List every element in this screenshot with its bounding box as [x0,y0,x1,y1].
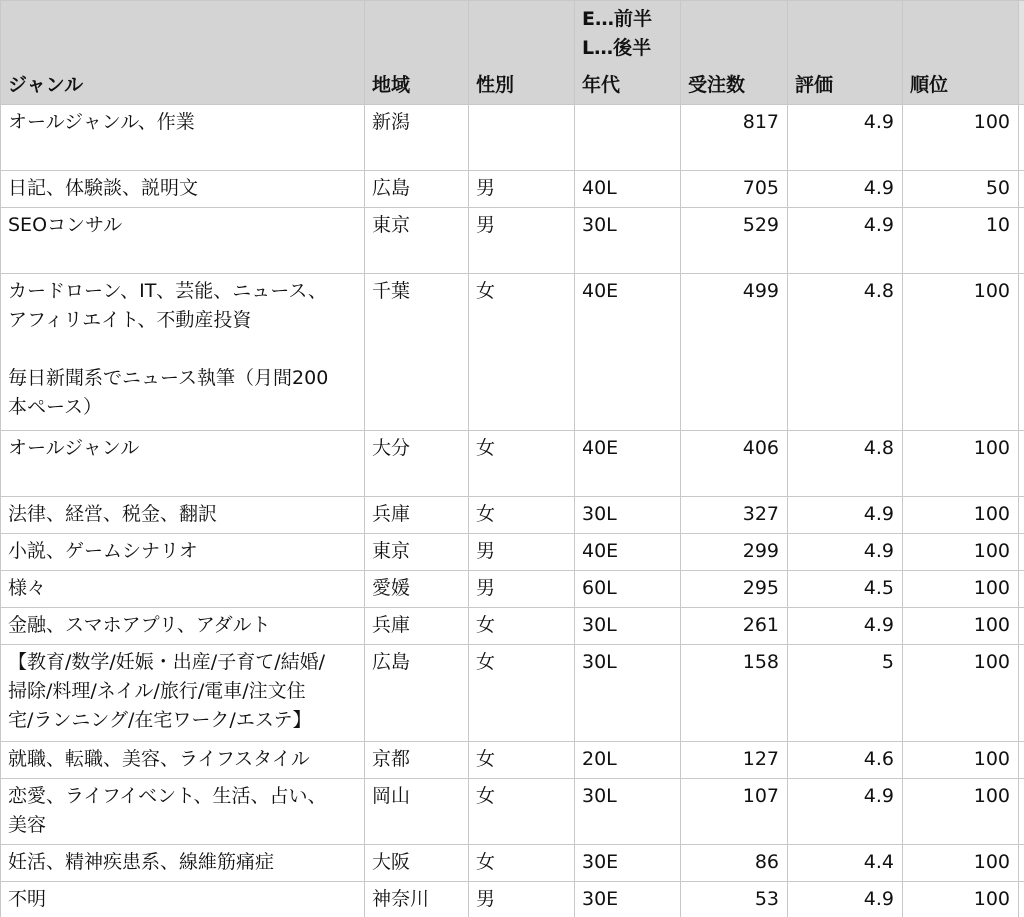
header-rating[interactable]: 評価 [788,1,903,105]
cell-rank[interactable]: 100 [903,497,1019,534]
cell-genre[interactable]: 【教育/数学/妊娠・出産/子育て/結婚/ 掃除/料理/ネイル/旅行/電車/注文住 宅/ランニング/在宅ワーク/エステ】 [1,645,365,742]
cell-region[interactable]: 大阪 [365,845,469,882]
cell-gender[interactable]: 男 [469,882,575,917]
cell-rating[interactable]: 4.9 [788,105,903,171]
cell-region[interactable]: 広島 [365,645,469,742]
cell-age[interactable] [575,105,681,171]
cell-orders[interactable]: 107 [681,779,788,845]
header-orders[interactable]: 受注数 [681,1,788,105]
cell-gender[interactable] [469,105,575,171]
table-row [1,742,1024,779]
cell-gender[interactable]: 男 [469,208,575,274]
table-row [1,274,1024,431]
table-row [1,208,1024,274]
cell-rating[interactable]: 5 [788,645,903,742]
cell-age[interactable]: 30L [575,779,681,845]
header-rank[interactable]: 順位 [903,1,1019,105]
header-region[interactable]: 地域 [365,1,469,105]
header-age-note-early: E…前半 [582,8,652,30]
cell-age[interactable]: 30E [575,845,681,882]
cell-region[interactable]: 東京 [365,208,469,274]
cell-extra[interactable] [1019,497,1024,534]
cell-age[interactable]: 40E [575,431,681,497]
cell-age[interactable]: 40L [575,171,681,208]
cell-region[interactable]: 京都 [365,742,469,779]
cell-orders[interactable]: 158 [681,645,788,742]
cell-extra[interactable] [1019,845,1024,882]
header-age-note-late: L…後半 [582,37,652,59]
cell-rank[interactable]: 100 [903,274,1019,431]
cell-extra[interactable] [1019,534,1024,571]
cell-extra[interactable] [1019,882,1024,917]
cell-orders[interactable]: 705 [681,171,788,208]
cell-rating[interactable]: 4.9 [788,171,903,208]
cell-extra[interactable] [1019,171,1024,208]
cell-rating[interactable]: 4.8 [788,274,903,431]
cell-extra[interactable] [1019,779,1024,845]
cell-rating[interactable]: 4.6 [788,742,903,779]
cell-gender[interactable]: 男 [469,171,575,208]
cell-gender[interactable]: 女 [469,645,575,742]
cell-orders[interactable]: 327 [681,497,788,534]
cell-rank[interactable]: 100 [903,431,1019,497]
cell-orders[interactable]: 499 [681,274,788,431]
header-age-label: 年代 [582,74,621,96]
cell-genre[interactable]: オールジャンル、作業 [1,105,365,171]
table-row [1,608,1024,645]
cell-age[interactable]: 60L [575,571,681,608]
cell-region[interactable]: 広島 [365,171,469,208]
header-extra-column[interactable] [1019,1,1024,105]
cell-age[interactable]: 40E [575,534,681,571]
cell-rank[interactable]: 100 [903,571,1019,608]
cell-rank[interactable]: 100 [903,645,1019,742]
cell-orders[interactable]: 295 [681,571,788,608]
table-row [1,845,1024,882]
cell-genre[interactable]: カードローン、IT、芸能、ニュース、 アフィリエイト、不動産投資 毎日新聞系でニュース執筆（月間200 本ペース） [1,274,365,431]
cell-extra[interactable] [1019,105,1024,171]
cell-rating[interactable]: 4.9 [788,534,903,571]
cell-rank[interactable]: 100 [903,742,1019,779]
cell-genre[interactable]: 日記、体験談、説明文 [1,171,365,208]
cell-extra[interactable] [1019,571,1024,608]
cell-genre[interactable]: 妊活、精神疾患系、線維筋痛症 [1,845,365,882]
cell-genre[interactable]: 小説、ゲームシナリオ [1,534,365,571]
cell-genre[interactable]: 就職、転職、美容、ライフスタイル [1,742,365,779]
header-genre[interactable]: ジャンル [1,1,365,105]
cell-gender[interactable]: 女 [469,497,575,534]
cell-gender[interactable]: 女 [469,779,575,845]
cell-region[interactable]: 兵庫 [365,497,469,534]
cell-gender[interactable]: 女 [469,431,575,497]
cell-extra[interactable] [1019,208,1024,274]
cell-age[interactable]: 30L [575,208,681,274]
cell-genre[interactable]: 様々 [1,571,365,608]
cell-rank[interactable]: 100 [903,882,1019,917]
cell-rank[interactable]: 10 [903,208,1019,274]
cell-orders[interactable]: 261 [681,608,788,645]
cell-region[interactable]: 愛媛 [365,571,469,608]
cell-age[interactable]: 30L [575,645,681,742]
cell-region[interactable]: 岡山 [365,779,469,845]
header-gender[interactable]: 性別 [469,1,575,105]
cell-region[interactable]: 神奈川 [365,882,469,917]
cell-rank[interactable]: 50 [903,171,1019,208]
cell-gender[interactable]: 男 [469,571,575,608]
cell-age[interactable]: 30L [575,608,681,645]
cell-genre[interactable]: 金融、スマホアプリ、アダルト [1,608,365,645]
cell-genre[interactable]: 不明 [1,882,365,917]
cell-extra[interactable] [1019,742,1024,779]
cell-rating[interactable]: 4.9 [788,497,903,534]
table-row [1,431,1024,497]
cell-genre[interactable]: 恋愛、ライフイベント、生活、占い、 美容 [1,779,365,845]
cell-extra[interactable] [1019,608,1024,645]
cell-rating[interactable]: 4.4 [788,845,903,882]
cell-region[interactable]: 新潟 [365,105,469,171]
cell-orders[interactable]: 299 [681,534,788,571]
table-row [1,882,1024,917]
cell-rank[interactable]: 100 [903,779,1019,845]
table-row [1,171,1024,208]
table-row [1,779,1024,845]
cell-rank[interactable]: 100 [903,105,1019,171]
cell-region[interactable]: 大分 [365,431,469,497]
cell-orders[interactable]: 86 [681,845,788,882]
header-row [1,1,1024,105]
cell-orders[interactable]: 529 [681,208,788,274]
cell-rating[interactable]: 4.5 [788,571,903,608]
table-row [1,645,1024,742]
cell-rank[interactable]: 100 [903,845,1019,882]
cell-age[interactable]: 20L [575,742,681,779]
cell-region[interactable]: 東京 [365,534,469,571]
table-row [1,105,1024,171]
cell-genre[interactable]: オールジャンル [1,431,365,497]
cell-rating[interactable]: 4.9 [788,779,903,845]
cell-rating[interactable]: 4.9 [788,608,903,645]
cell-orders[interactable]: 53 [681,882,788,917]
cell-gender[interactable]: 女 [469,608,575,645]
cell-extra[interactable] [1019,431,1024,497]
cell-gender[interactable]: 女 [469,274,575,431]
cell-rating[interactable]: 4.9 [788,882,903,917]
cell-orders[interactable]: 127 [681,742,788,779]
cell-region[interactable]: 兵庫 [365,608,469,645]
cell-age[interactable]: 30L [575,497,681,534]
cell-genre[interactable]: SEOコンサル [1,208,365,274]
cell-orders[interactable]: 406 [681,431,788,497]
cell-rating[interactable]: 4.9 [788,208,903,274]
cell-orders[interactable]: 817 [681,105,788,171]
cell-gender[interactable]: 女 [469,845,575,882]
cell-age[interactable]: 30E [575,882,681,917]
cell-region[interactable]: 千葉 [365,274,469,431]
cell-rank[interactable]: 100 [903,608,1019,645]
cell-rating[interactable]: 4.8 [788,431,903,497]
header-age[interactable] [575,1,681,105]
cell-gender[interactable]: 男 [469,534,575,571]
table-row [1,571,1024,608]
cell-gender[interactable]: 女 [469,742,575,779]
cell-extra[interactable] [1019,274,1024,431]
cell-age[interactable]: 40E [575,274,681,431]
table-row [1,534,1024,571]
cell-extra[interactable] [1019,645,1024,742]
table-row [1,497,1024,534]
cell-rank[interactable]: 100 [903,534,1019,571]
cell-genre[interactable]: 法律、経営、税金、翻訳 [1,497,365,534]
